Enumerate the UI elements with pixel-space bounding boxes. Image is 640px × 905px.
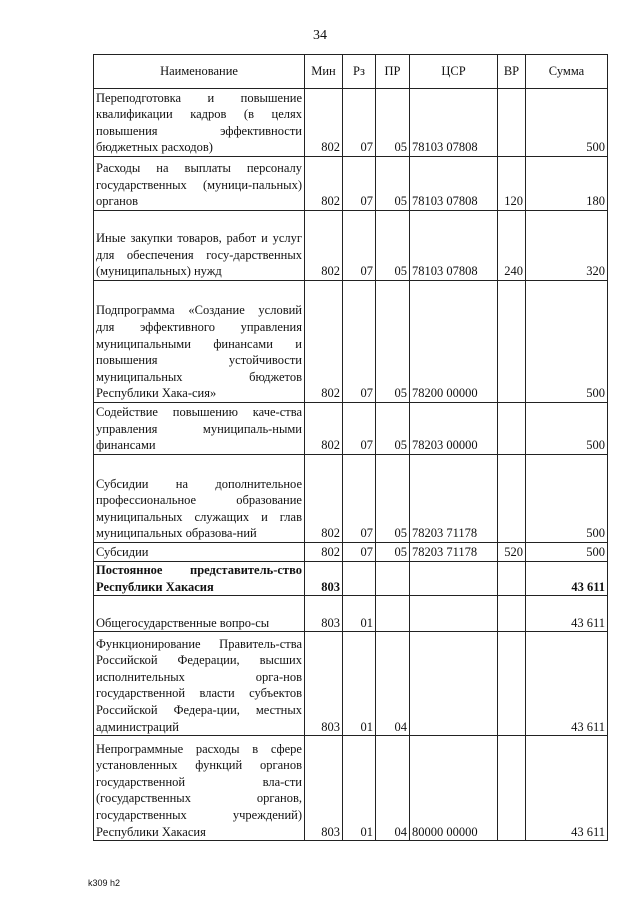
- cell-min: 802: [305, 211, 343, 281]
- cell-sum: 43 611: [526, 596, 608, 632]
- cell-pr: [376, 596, 410, 632]
- cell-rz: 07: [343, 455, 376, 543]
- cell-csr: [410, 596, 498, 632]
- cell-csr: 78103 07808: [410, 157, 498, 211]
- header-vr: ВР: [498, 55, 526, 89]
- table-header-row: [94, 55, 608, 89]
- table-row: [94, 211, 608, 281]
- header-pr: ПР: [376, 55, 410, 89]
- cell-sum: 500: [526, 403, 608, 455]
- cell-vr: [498, 89, 526, 157]
- cell-sum: 180: [526, 157, 608, 211]
- cell-csr: 78200 00000: [410, 281, 498, 403]
- cell-min: 802: [305, 157, 343, 211]
- cell-rz: 07: [343, 543, 376, 562]
- cell-vr: [498, 281, 526, 403]
- cell-name: Субсидии на дополнительное профессиональное образование муниципальных служащих и глав муниципальных образова-ний: [94, 455, 305, 543]
- cell-csr: [410, 632, 498, 736]
- cell-min: 803: [305, 736, 343, 841]
- cell-min: 803: [305, 562, 343, 596]
- page-number: 34: [313, 28, 327, 43]
- header-min: Мин: [305, 55, 343, 89]
- cell-min: 802: [305, 89, 343, 157]
- cell-name: Субсидии: [94, 543, 305, 562]
- cell-rz: 01: [343, 632, 376, 736]
- header-sum: Сумма: [526, 55, 608, 89]
- cell-vr: 240: [498, 211, 526, 281]
- cell-sum: 43 611: [526, 632, 608, 736]
- cell-rz: 01: [343, 596, 376, 632]
- cell-sum: 500: [526, 281, 608, 403]
- cell-sum: 43 611: [526, 736, 608, 841]
- cell-vr: [498, 403, 526, 455]
- cell-name: Постоянное представитель-ство Республики Хакасия: [94, 562, 305, 596]
- table-row: [94, 157, 608, 211]
- cell-pr: 05: [376, 455, 410, 543]
- cell-csr: [410, 562, 498, 596]
- table-row: [94, 281, 608, 403]
- cell-pr: 04: [376, 736, 410, 841]
- cell-min: 802: [305, 281, 343, 403]
- header-name: Наименование: [94, 55, 305, 89]
- cell-min: 803: [305, 632, 343, 736]
- cell-csr: 80000 00000: [410, 736, 498, 841]
- document-code: k309 h2: [88, 878, 121, 888]
- cell-vr: [498, 562, 526, 596]
- cell-sum: 43 611: [526, 562, 608, 596]
- table-row: [94, 403, 608, 455]
- cell-min: 802: [305, 455, 343, 543]
- cell-rz: 07: [343, 211, 376, 281]
- cell-vr: 520: [498, 543, 526, 562]
- cell-name: Функционирование Правитель-ства Российской Федерации, высших исполнительных орга-нов государственной власти субъектов Российской Федера-ции, местных администраций: [94, 632, 305, 736]
- cell-pr: 05: [376, 543, 410, 562]
- cell-csr: 78203 71178: [410, 543, 498, 562]
- header-csr: ЦСР: [410, 55, 498, 89]
- cell-rz: 07: [343, 89, 376, 157]
- cell-csr: 78203 71178: [410, 455, 498, 543]
- cell-name: Непрограммные расходы в сфере установленных функций органов государственной вла-сти (государственных органов, государственных учреждений) Республики Хакасия: [94, 736, 305, 841]
- cell-name: Переподготовка и повышение квалификации кадров (в целях повышения эффективности бюджетных расходов): [94, 89, 305, 157]
- cell-csr: 78203 00000: [410, 403, 498, 455]
- table-row: [94, 455, 608, 543]
- cell-name: Содействие повышению каче-ства управления муниципаль-ными финансами: [94, 403, 305, 455]
- table-row: [94, 736, 608, 841]
- table-row: [94, 543, 608, 562]
- cell-pr: 05: [376, 403, 410, 455]
- cell-name: Расходы на выплаты персоналу государственных (муници-пальных) органов: [94, 157, 305, 211]
- cell-sum: 500: [526, 455, 608, 543]
- cell-min: 802: [305, 403, 343, 455]
- cell-vr: [498, 596, 526, 632]
- cell-pr: 05: [376, 157, 410, 211]
- cell-pr: 05: [376, 211, 410, 281]
- cell-rz: [343, 562, 376, 596]
- cell-rz: 01: [343, 736, 376, 841]
- cell-rz: 07: [343, 157, 376, 211]
- cell-vr: [498, 455, 526, 543]
- cell-pr: [376, 562, 410, 596]
- cell-min: 802: [305, 543, 343, 562]
- cell-csr: 78103 07808: [410, 89, 498, 157]
- cell-sum: 320: [526, 211, 608, 281]
- cell-pr: 05: [376, 281, 410, 403]
- table-row: [94, 562, 608, 596]
- cell-csr: 78103 07808: [410, 211, 498, 281]
- cell-sum: 500: [526, 89, 608, 157]
- table-row: [94, 89, 608, 157]
- cell-vr: 120: [498, 157, 526, 211]
- table-row: [94, 596, 608, 632]
- cell-name: Иные закупки товаров, работ и услуг для обеспечения госу-дарственных (муниципальных) нужд: [94, 211, 305, 281]
- cell-min: 803: [305, 596, 343, 632]
- cell-rz: 07: [343, 281, 376, 403]
- cell-vr: [498, 632, 526, 736]
- table-row: [94, 632, 608, 736]
- cell-pr: 05: [376, 89, 410, 157]
- budget-table: [93, 54, 608, 841]
- cell-pr: 04: [376, 632, 410, 736]
- cell-name: Подпрограмма «Создание условий для эффективного управления муниципальными финансами и повышения устойчивости муниципальных бюджетов Республики Хака-сия»: [94, 281, 305, 403]
- cell-name: Общегосударственные вопро-сы: [94, 596, 305, 632]
- cell-rz: 07: [343, 403, 376, 455]
- cell-vr: [498, 736, 526, 841]
- cell-sum: 500: [526, 543, 608, 562]
- header-rz: Рз: [343, 55, 376, 89]
